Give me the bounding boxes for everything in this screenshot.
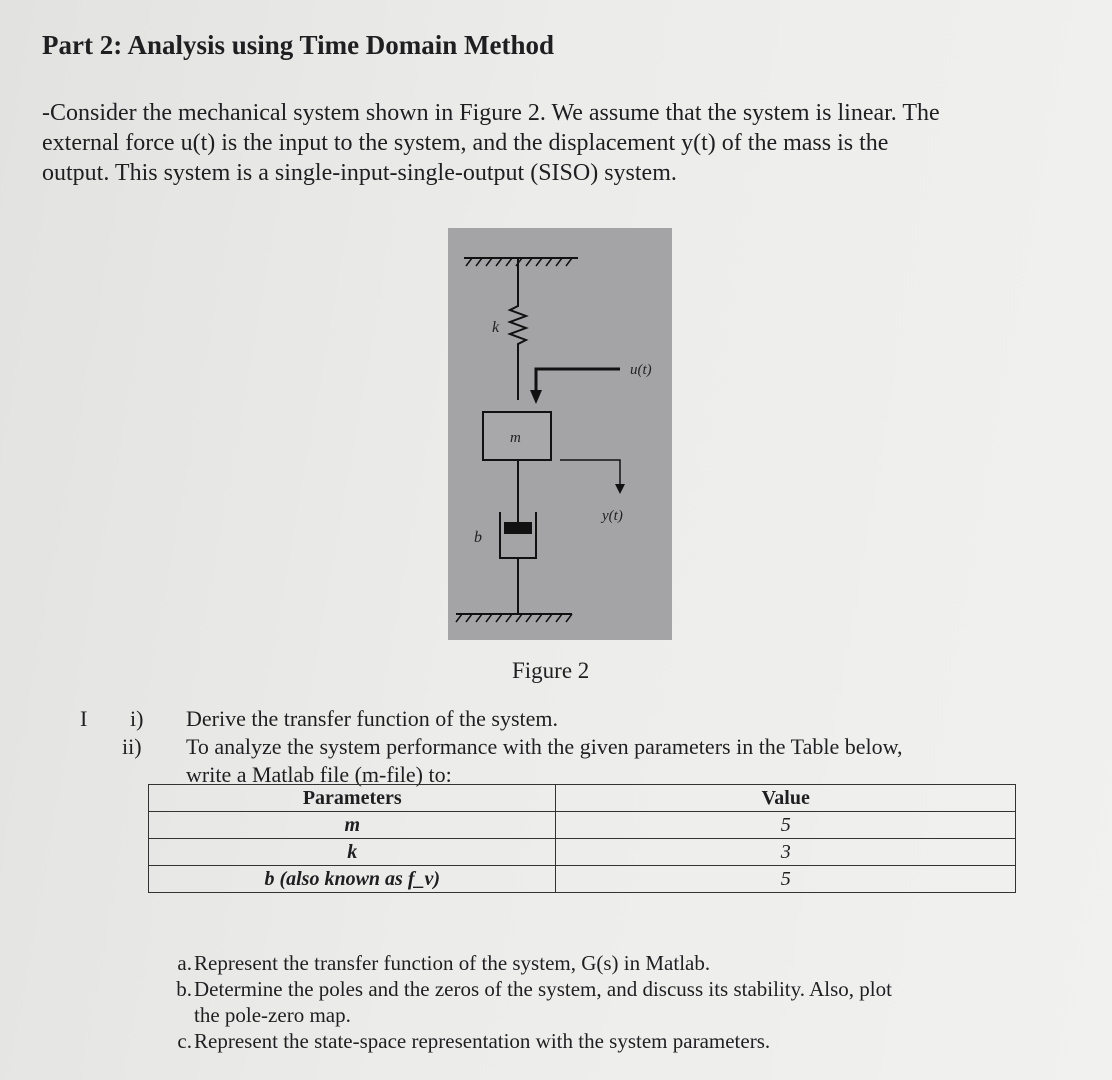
value-cell: 5 (556, 812, 1016, 839)
question-number: ii) (122, 734, 142, 759)
parameters-table (148, 784, 1016, 893)
mechanical-system-figure (448, 228, 672, 640)
param-cell: m (149, 812, 556, 839)
input-label: u(t) (630, 362, 652, 378)
intro-paragraph (42, 98, 1072, 188)
margin-mark: I (80, 706, 88, 731)
subtask-item (152, 1028, 771, 1054)
intro-line: external force u(t) is the input to the system, and the displacement y(t) of the mass is the (42, 130, 889, 156)
intro-line: output. This system is a single-input-single-output (SISO) system. (42, 160, 677, 186)
subtask-item (152, 976, 892, 1002)
damper-piston (504, 522, 532, 534)
displacement-arrowhead (615, 484, 625, 494)
intro-line: -Consider the mechanical system shown in Figure 2. We assume that the system is linear. The (42, 100, 940, 126)
table-header: Parameters (149, 785, 556, 812)
subtask-text: Represent the state-space representation with the system parameters. (194, 1029, 771, 1053)
question-text: Derive the transfer function of the system. (186, 706, 559, 731)
value-cell: 5 (556, 866, 1016, 893)
table-header: Value (556, 785, 1016, 812)
force-arrow (536, 369, 620, 394)
param-cell: b (also known as f_v) (149, 866, 556, 893)
question-number: i) (130, 706, 144, 731)
page-title: Part 2: Analysis using Time Domain Method (42, 30, 555, 60)
subtask-text: Represent the transfer function of the system, G(s) in Matlab. (194, 951, 711, 975)
question-text: write a Matlab file (m-file) to: (186, 762, 452, 787)
figure-caption: Figure 2 (512, 658, 590, 683)
question-text: To analyze the system performance with the given parameters in the Table below, (186, 734, 903, 759)
value-cell: 3 (556, 839, 1016, 866)
subtask-letter: a. (177, 951, 192, 975)
force-arrowhead (530, 390, 542, 404)
subtask-letter: b. (176, 977, 192, 1001)
table-header-row (149, 785, 1016, 812)
table-row (149, 866, 1016, 893)
subtask-letter: c. (177, 1029, 192, 1053)
damper-label: b (474, 529, 482, 546)
output-label: y(t) (602, 508, 623, 524)
table-row (149, 812, 1016, 839)
mass-label: m (510, 430, 521, 446)
bottom-ground-hatch (456, 614, 572, 622)
subtask-item (152, 950, 711, 976)
displacement-arrow (560, 460, 620, 486)
subtask-text: the pole-zero map. (194, 1003, 351, 1027)
figure-drawing (448, 228, 672, 640)
spring-icon (510, 258, 526, 400)
table-row (149, 839, 1016, 866)
subtask-item (152, 1002, 351, 1028)
param-cell: k (149, 839, 556, 866)
spring-label: k (492, 319, 500, 336)
subtask-text: Determine the poles and the zeros of the system, and discuss its stability. Also, plot (194, 977, 892, 1001)
